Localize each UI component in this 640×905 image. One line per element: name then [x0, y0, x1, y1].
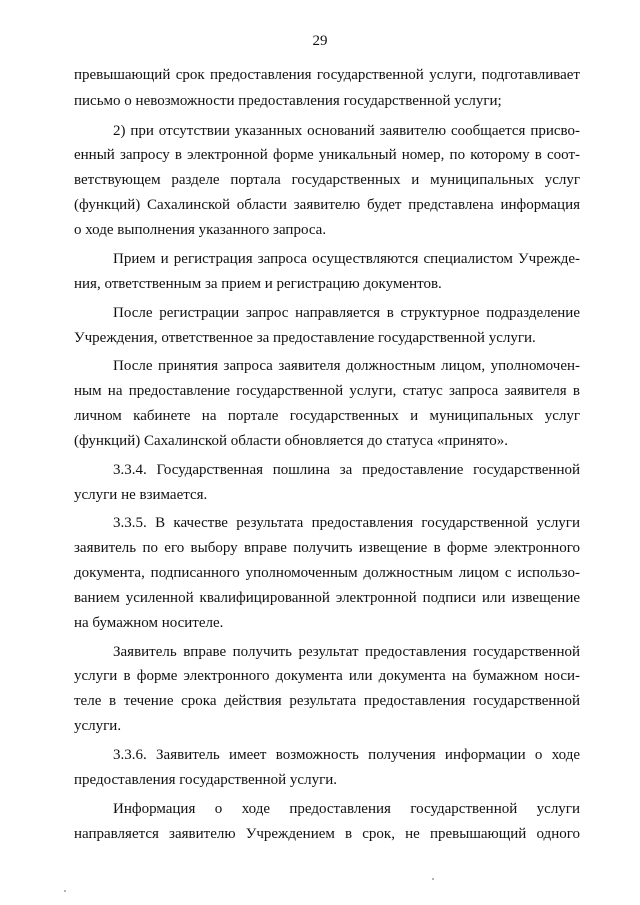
scan-speck	[432, 878, 434, 880]
text-line: После принятия запроса заявителя должностным лицом, уполномочен-	[113, 358, 580, 374]
text-line: ванием усиленной квалифицированной электронной подписи или извещение	[74, 590, 580, 606]
text-line: услуги в форме электронного документа или документа на бумажном носи-	[74, 668, 580, 684]
text-line: личном кабинете на портале государственных и муниципальных услуг	[74, 408, 580, 424]
text-line: на бумажном носителе.	[74, 615, 224, 631]
text-line: направляется заявителю Учреждением в срок, не превышающий одного	[74, 826, 580, 842]
text-line: предоставления государственной услуги.	[74, 772, 338, 788]
text-line: Информация о ходе предоставления государственной услуги	[113, 801, 580, 817]
scan-speck	[64, 890, 66, 892]
text-line: енный запросу в электронной форме уникальный номер, по которому в соот-	[74, 147, 580, 163]
text-line: услуги.	[74, 718, 122, 734]
text-line: Учреждения, ответственное за предоставление государственной услуги.	[74, 330, 536, 346]
text-line: 3.3.6. Заявитель имеет возможность получения информации о ходе	[113, 747, 580, 763]
text-line: теле в течение срока действия результата предоставления государственной	[74, 693, 580, 709]
text-line: ным на предоставление государственной услуги, статус запроса заявителя в	[74, 383, 580, 399]
text-line: письмо о невозможности предоставления государственной услуги;	[74, 93, 502, 109]
text-line: (функций) Сахалинской области обновляется до статуса «принято».	[74, 433, 509, 449]
text-line: заявитель по его выбору вправе получить извещение в форме электронного	[74, 540, 580, 556]
text-line: документа, подписанного уполномоченным должностным лицом с использо-	[74, 565, 580, 581]
text-line: 3.3.4. Государственная пошлина за предоставление государственной	[113, 462, 580, 478]
text-line: ветствующем разделе портала государственных и муниципальных услуг	[74, 172, 580, 188]
text-line: Заявитель вправе получить результат предоставления государственной	[113, 644, 580, 660]
text-line: ния, ответственным за прием и регистрацию документов.	[74, 276, 442, 292]
text-line: услуги не взимается.	[74, 487, 208, 503]
page-number: 29	[312, 33, 328, 49]
text-line: Прием и регистрация запроса осуществляются специалистом Учрежде-	[113, 251, 580, 267]
text-line: После регистрации запрос направляется в структурное подразделение	[113, 305, 580, 321]
text-line: превышающий срок предоставления государственной услуги, подготавливает	[74, 67, 580, 83]
text-line: 2) при отсутствии указанных оснований заявителю сообщается присво-	[113, 123, 580, 139]
text-line: 3.3.5. В качестве результата предоставления государственной услуги	[113, 515, 580, 531]
text-line: о ходе выполнения указанного запроса.	[74, 222, 327, 238]
text-line: (функций) Сахалинской области заявителю будет представлена информация	[74, 197, 580, 213]
